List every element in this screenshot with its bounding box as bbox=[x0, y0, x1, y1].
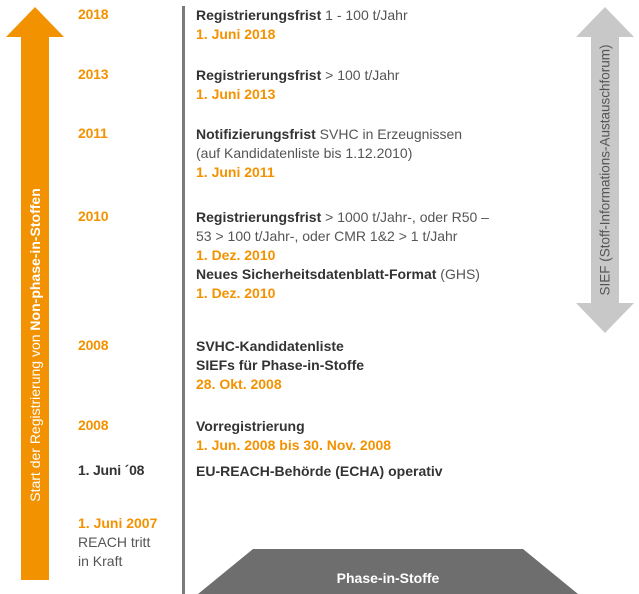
entry-2010 bbox=[196, 208, 489, 303]
entry-text: 1 - 100 t/Jahr bbox=[321, 7, 408, 23]
year-2008-vorregistrierung: 2008 bbox=[78, 417, 109, 433]
entry-line bbox=[196, 163, 462, 182]
entry-line bbox=[196, 436, 391, 455]
left-arrow-label bbox=[27, 188, 43, 502]
entry-date: 28. Okt. 2008 bbox=[196, 376, 282, 392]
year-2011: 2011 bbox=[78, 125, 108, 141]
left-arrow-label-bold: Non-phase-in-Stoffen bbox=[27, 188, 43, 331]
entry-line bbox=[196, 208, 489, 227]
entry-line bbox=[196, 125, 462, 144]
bottom-phase-in-arrow bbox=[198, 544, 578, 594]
entry-line bbox=[196, 85, 399, 104]
bottom-arrow-label: Phase-in-Stoffe bbox=[336, 570, 440, 586]
year-2018: 2018 bbox=[78, 6, 109, 22]
entry-line bbox=[196, 462, 443, 481]
entry-text: > 1000 t/Jahr-, oder R50 – bbox=[321, 209, 489, 225]
start-note-line1: REACH tritt bbox=[78, 534, 151, 550]
entry-2018 bbox=[196, 6, 408, 44]
entry-date: 1. Juni 2013 bbox=[196, 86, 276, 102]
entry-heading: Neues Sicherheitsdatenblatt-Format bbox=[196, 266, 437, 282]
entry-text: (GHS) bbox=[436, 266, 480, 282]
entry-date: 1. Juni 2011 bbox=[196, 164, 275, 180]
entry-line bbox=[196, 356, 364, 375]
entry-heading: Registrierungsfrist bbox=[196, 7, 322, 23]
entry-date: 1. Jun. 2008 bis 30. Nov. 2008 bbox=[196, 437, 392, 453]
entry-heading: Vorregistrierung bbox=[196, 418, 305, 434]
entry-date: 1. Dez. 2010 bbox=[196, 285, 276, 301]
entry-heading: EU-REACH-Behörde (ECHA) operativ bbox=[196, 463, 443, 479]
entry-line bbox=[196, 265, 489, 284]
entry-line bbox=[196, 66, 399, 85]
entry-line bbox=[196, 227, 489, 246]
entry-date: 1. Juni 2018 bbox=[196, 26, 276, 42]
entry-line bbox=[196, 284, 489, 303]
entry-heading: Registrierungsfrist bbox=[196, 67, 322, 83]
entry-line bbox=[196, 144, 462, 163]
entry-line bbox=[196, 25, 408, 44]
entry-heading: SIEFs für Phase-in-Stoffe bbox=[196, 357, 365, 373]
entry-text: SVHC in Erzeugnissen bbox=[315, 126, 463, 142]
entry-echa bbox=[196, 462, 443, 481]
entry-2013 bbox=[196, 66, 399, 104]
entry-line bbox=[196, 337, 364, 356]
entry-line bbox=[196, 375, 364, 394]
entry-line bbox=[196, 6, 408, 25]
entry-2008-svhc bbox=[196, 337, 364, 394]
entry-text: (auf Kandidatenliste bis 1.12.2010) bbox=[196, 145, 413, 161]
entry-2011 bbox=[196, 125, 462, 182]
entry-heading: SVHC-Kandidatenliste bbox=[196, 338, 344, 354]
right-arrow-label: SIEF (Stoff-Informations-Austauschforum) bbox=[597, 44, 613, 296]
year-2008-svhc: 2008 bbox=[78, 337, 109, 353]
left-arrow-label-normal: Start der Registrierung von bbox=[27, 330, 43, 502]
entry-line bbox=[196, 246, 489, 265]
entry-date: 1. Dez. 2010 bbox=[196, 247, 276, 263]
year-2013: 2013 bbox=[78, 66, 109, 82]
start-note-line2: in Kraft bbox=[78, 553, 123, 569]
start-note bbox=[78, 514, 157, 571]
entry-line bbox=[196, 417, 391, 436]
entry-text: 53 > 100 t/Jahr-, oder CMR 1&2 > 1 t/Jahr bbox=[196, 228, 458, 244]
start-note-date: 1. Juni 2007 bbox=[78, 515, 158, 531]
entry-2008-vorregistrierung bbox=[196, 417, 391, 455]
year-2010: 2010 bbox=[78, 208, 109, 224]
year-juni-08: 1. Juni ´08 bbox=[78, 462, 145, 478]
entry-heading: Notifizierungsfrist bbox=[196, 126, 316, 142]
entry-text: > 100 t/Jahr bbox=[321, 67, 400, 83]
timeline-line bbox=[182, 6, 185, 594]
entry-heading: Registrierungsfrist bbox=[196, 209, 322, 225]
